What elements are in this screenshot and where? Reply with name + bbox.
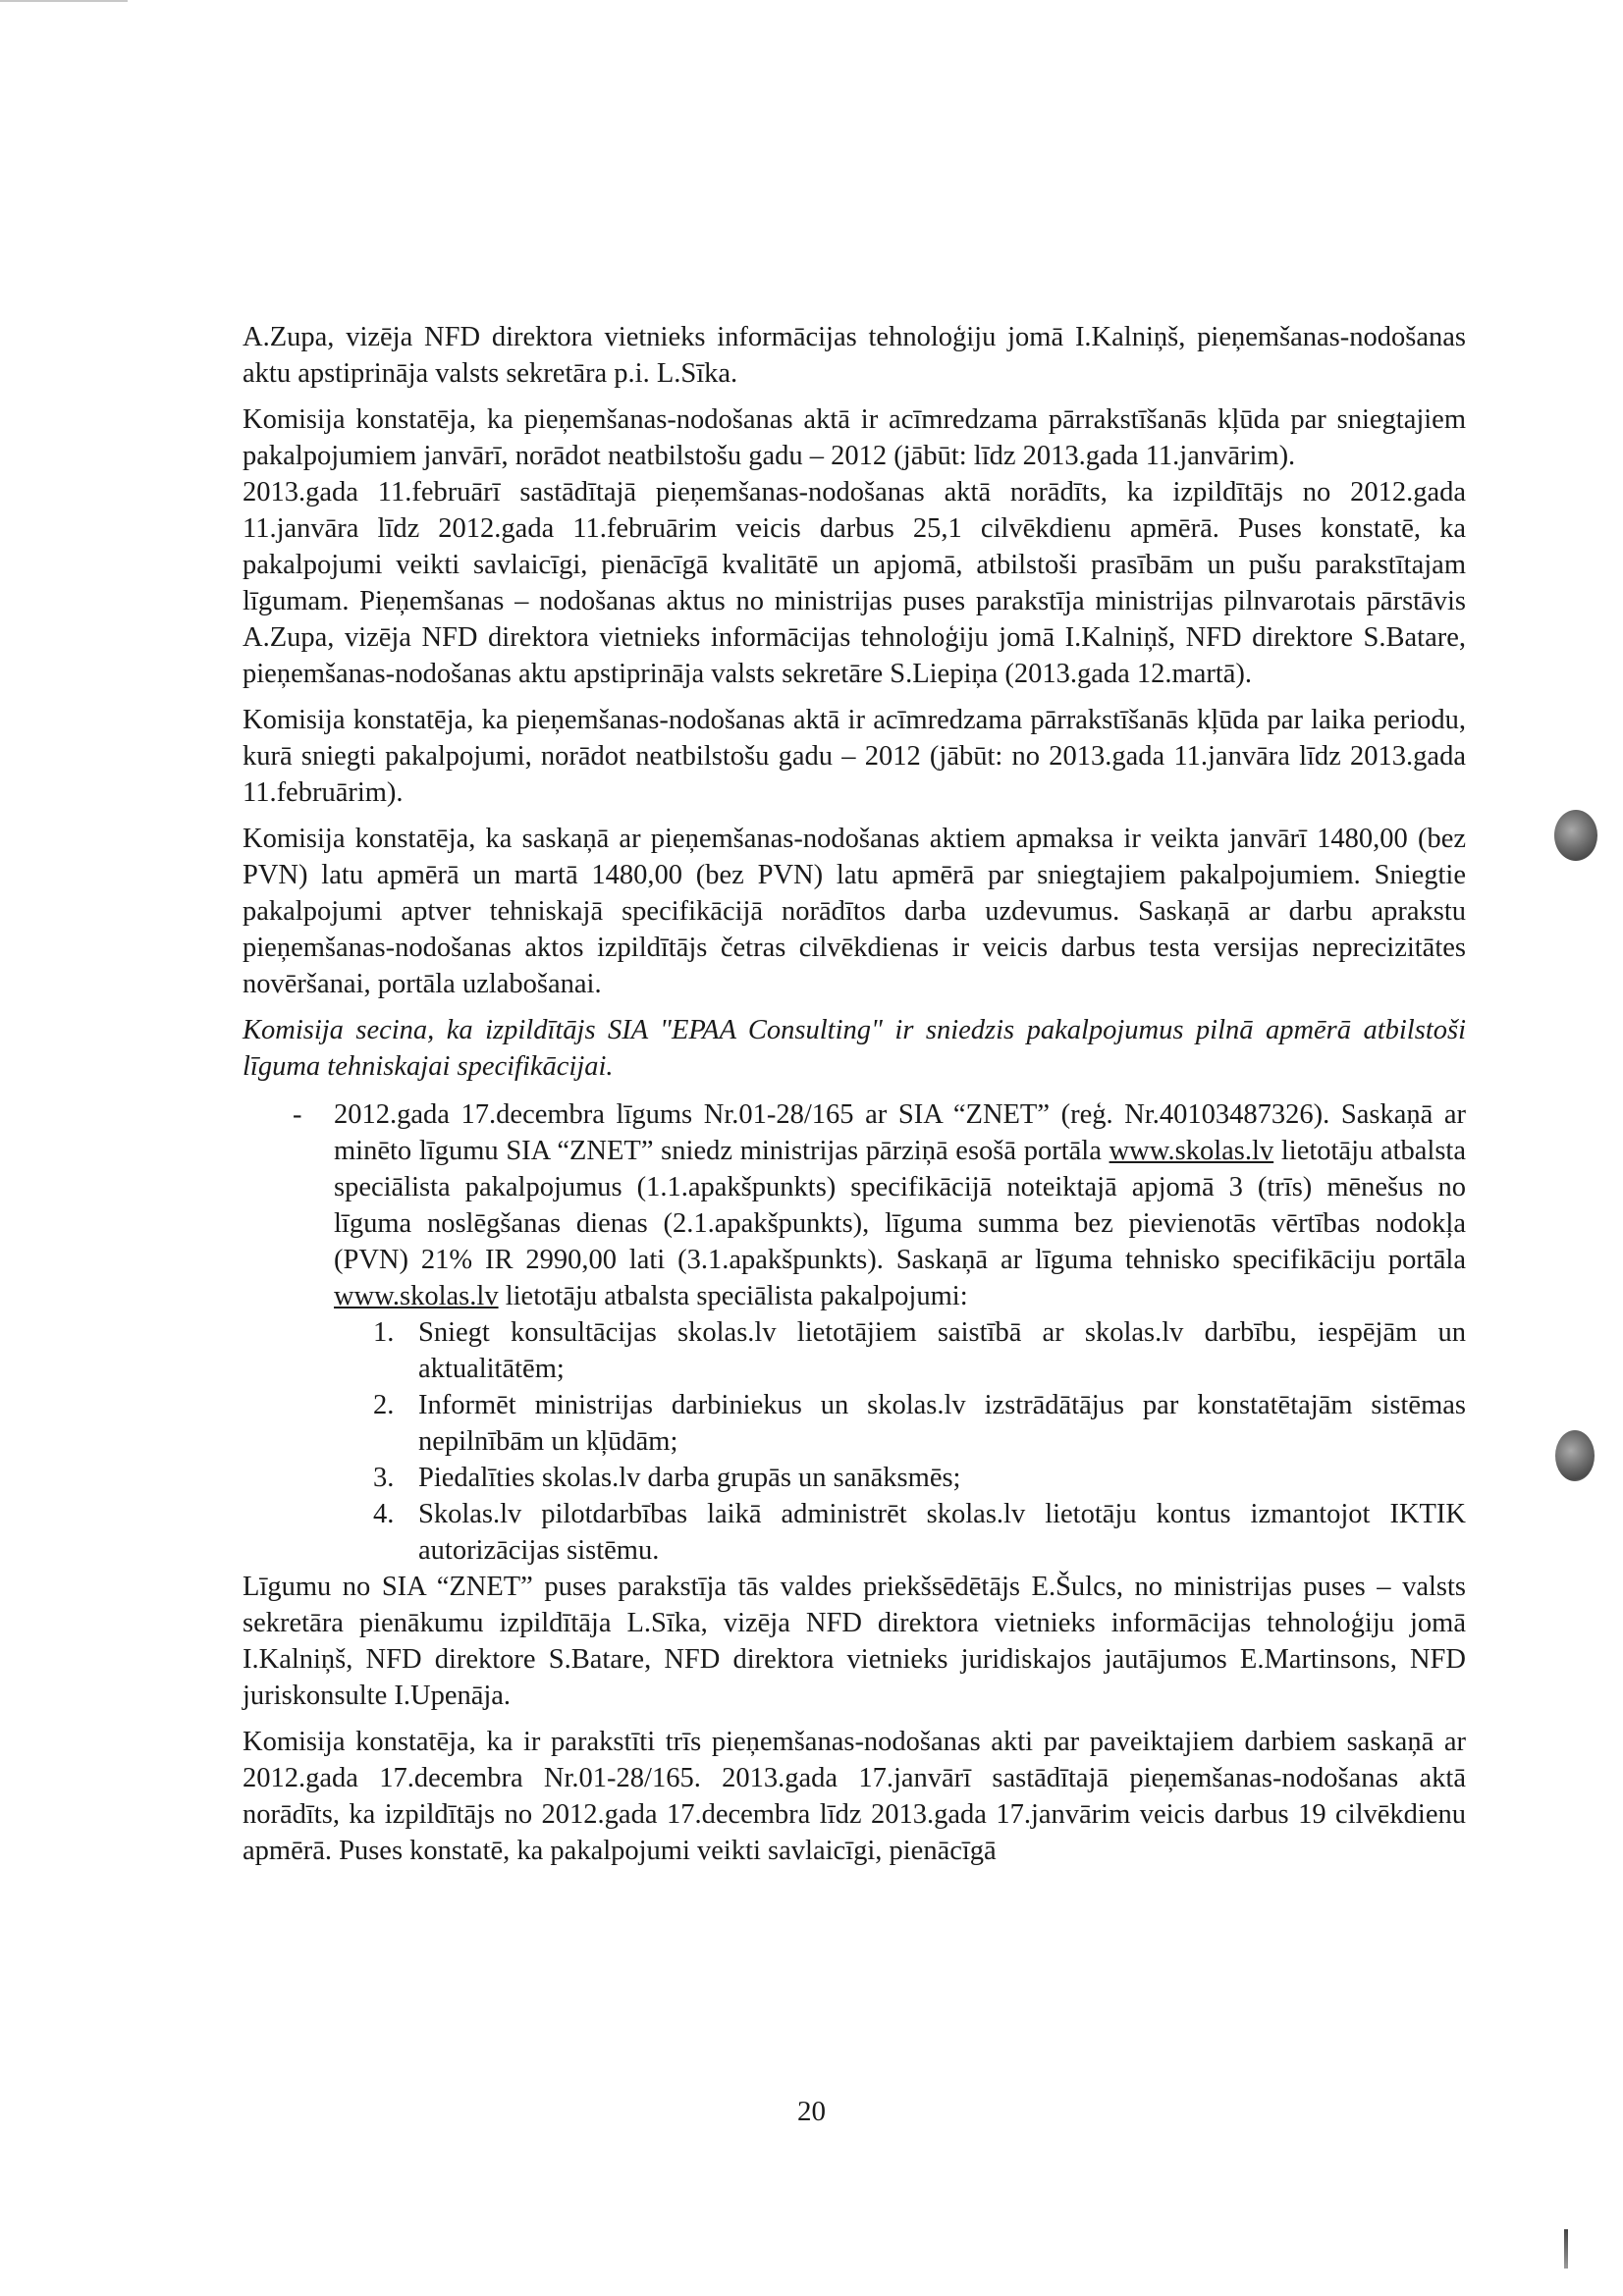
bullet-dash: - xyxy=(293,1099,302,1130)
punch-hole-mark xyxy=(1554,810,1597,861)
item-text: Informēt ministrijas darbiniekus un skolas.lv izstrādātājus par konstatētajām sistēmas nepilnībām un kļūdām; xyxy=(418,1390,1466,1457)
punch-hole-mark xyxy=(1555,1430,1595,1481)
paragraph-signatories: Līgumu no SIA “ZNET” puses parakstīja tās valdes priekšsēdētājs E.Šulcs, no ministrijas puses – valsts sekretāra pienākumu izpildītāja L.Sīka, vizēja NFD direktora vietnieks informācijas tehnoloģiju jomā I.Kalniņš, NFD direktore S.Batare, NFD direktora vietnieks juridiskajos jautājumos E.Martinsons, NFD juriskonsulte I.Upenāja. xyxy=(243,1572,1466,1711)
scan-edge-mark xyxy=(1564,2229,1568,2269)
paragraph-commission-error-period: Komisija konstatēja, ka pieņemšanas-nodošanas aktā ir acīmredzama pārrakstīšanās kļūda par laika periodu, kurā sniegti pakalpojumi, norādot neatbilstošu gadu – 2012 (jābūt: no 2013.gada 11.janvāra līdz 2013.gada 11.februārim). xyxy=(243,705,1466,808)
paragraph-approval: A.Zupa, vizēja NFD direktora vietnieks informācijas tehnoloģiju jomā I.Kalniņš, pieņemšanas-nodošanas aktu apstiprināja valsts sekretāra p.i. L.Sīka. xyxy=(243,322,1466,389)
list-item xyxy=(334,1496,1466,1569)
document-body xyxy=(243,319,1466,1869)
paragraph-conclusion: Komisija secina, ka izpildītājs SIA "EPAA Consulting" ir sniedzis pakalpojumus pilnā apmērā atbilstoši līguma tehniskajai specifikācijai. xyxy=(243,1015,1466,1082)
contract-list xyxy=(243,1096,1466,1569)
contract-text-part-2: lietotāju atbalsta speciālista pakalpojumus (1.1.apakšpunkts) specifikācijā noteiktajā apjomā 3 (trīs) mēnešus no līguma noslēgšanas dienas (2.1.apakšpunkts), līguma summa bez pievienotās vērtības nodokļa (PVN) 21% IR 2990,00 lati (3.1.apakšpunkts). Saskaņā ar līguma tehnisko specifikāciju portāla xyxy=(334,1136,1467,1275)
skolas-link-2[interactable]: www.skolas.lv xyxy=(334,1281,499,1311)
item-text: Skolas.lv pilotdarbības laikā administrēt skolas.lv lietotāju kontus izmantojot IKTIK autorizācijas sistēmu. xyxy=(418,1499,1466,1566)
paragraph-february-act: 2013.gada 11.februārī sastādītajā pieņemšanas-nodošanas aktā norādīts, ka izpildītājs no 2012.gada 11.janvāra līdz 2012.gada 11.februārim veicis darbus 25,1 cilvēkdienu apmērā. Puses konstatē, ka pakalpojumi veikti savlaicīgi, pienācīgā kvalitātē un apjomā, atbilstoši prasībām un pušu parakstītajam līgumam. Pieņemšanas – nodošanas aktus no ministrijas puses parakstīja ministrijas pilnvarotais pārstāvis A.Zupa, vizēja NFD direktora vietnieks informācijas tehnoloģiju jomā I.Kalniņš, NFD direktore S.Batare, pieņemšanas-nodošanas aktu apstiprināja valsts sekretāre S.Liepiņa (2013.gada 12.martā). xyxy=(243,477,1466,689)
contract-text-part-1: Saskaņā ar minēto līgumu SIA “ZNET” sniedz ministrijas pārziņā esošā portāla xyxy=(334,1099,1466,1166)
paragraph-three-acts: Komisija konstatēja, ka ir parakstīti trīs pieņemšanas-nodošanas akti par paveiktajiem darbiem saskaņā ar 2012.gada 17.decembra Nr.01-28/165. 2013.gada 17.janvārī sastādītajā pieņemšanas-nodošanas aktā norādīts, ka izpildītājs no 2012.gada 17.decembra līdz 2013.gada 17.janvārim veicis darbus 19 cilvēkdienu apmērā. Puses konstatē, ka pakalpojumi veikti savlaicīgi, pienācīgā xyxy=(243,1727,1466,1866)
contract-item-znet xyxy=(243,1096,1466,1569)
scan-edge-line xyxy=(0,0,128,2)
list-item xyxy=(334,1387,1466,1460)
list-item xyxy=(334,1314,1466,1387)
item-number: 4. xyxy=(373,1499,395,1529)
item-text: Sniegt konsultācijas skolas.lv lietotājiem saistībā ar skolas.lv darbību, iespējām un aktualitātēm; xyxy=(418,1317,1466,1384)
item-number: 1. xyxy=(373,1317,395,1348)
item-number: 3. xyxy=(373,1463,395,1493)
item-text: Piedalīties skolas.lv darba grupās un sanāksmēs; xyxy=(418,1463,961,1493)
paragraph-payment: Komisija konstatēja, ka saskaņā ar pieņemšanas-nodošanas aktiem apmaksa ir veikta janvārī 1480,00 (bez PVN) latu apmērā un martā 1480,00 (bez PVN) latu apmērā par sniegtajiem pakalpojumiem. Sniegtie pakalpojumi aptver tehniskajā specifikācijā norādītos darba uzdevumus. Saskaņā ar darbu aprakstu pieņemšanas-nodošanas aktos izpildītājs četras cilvēkdienas ir veicis darbus testa versijas neprecizitātes novēršanai, portāla uzlabošanai. xyxy=(243,824,1466,999)
services-list xyxy=(334,1314,1466,1569)
contract-text-part-3: lietotāju atbalsta speciālista pakalpojumi: xyxy=(498,1281,968,1311)
page-number: 20 xyxy=(797,2096,826,2127)
paragraph-commission-error-january: Komisija konstatēja, ka pieņemšanas-nodošanas aktā ir acīmredzama pārrakstīšanās kļūda par sniegtajiem pakalpojumiem janvārī, norādot neatbilstošu gadu – 2012 (jābūt: līdz 2013.gada 11.janvārim). xyxy=(243,404,1466,471)
skolas-link-1[interactable]: www.skolas.lv xyxy=(1109,1136,1274,1166)
contract-title: 2012.gada 17.decembra līgums Nr.01-28/165 ar SIA “ZNET” (reģ. Nr.40103487326). xyxy=(334,1099,1330,1130)
list-item xyxy=(334,1460,1466,1496)
item-number: 2. xyxy=(373,1390,395,1420)
